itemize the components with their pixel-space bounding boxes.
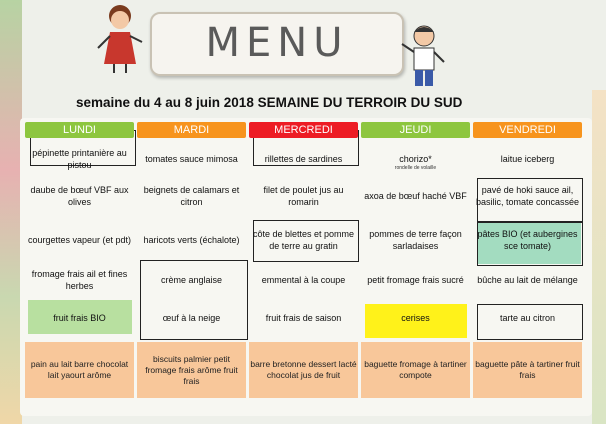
week-label: semaine du 4 au 8 juin 2018 SEMAINE DU TERROIR DU SUD (76, 95, 463, 110)
menu-cell-plat: axoa de bœuf haché VBF (364, 191, 467, 201)
menu-cell-plat: daube de bœuf VBF aux olives (30, 185, 129, 207)
day-header: MARDI (137, 122, 246, 138)
menu-cell-gouter: baguette fromage à tartiner compote (361, 342, 470, 398)
page-title: MENU (205, 20, 349, 66)
menu-cell-dessert: cerises (401, 313, 430, 323)
menu-cell-entree: rillettes de sardines (264, 154, 343, 164)
menu-cell-accomp: pâtes BIO (et aubergines sce tomate) (477, 229, 578, 251)
menu-cell-gouter: barre bretonne dessert lacté chocolat jus de fruit (249, 342, 358, 398)
menu-cell-plat: beignets de calamars et citron (143, 185, 240, 207)
menu-cell-plat: filet de poulet jus au romarin (263, 185, 344, 207)
menu-cell-gouter: baguette pâte à tartiner fruit frais (473, 342, 582, 398)
day-column-lundi (25, 122, 134, 416)
day-header: JEUDI (361, 122, 470, 138)
menu-cell-entree: chorizo* (399, 154, 432, 164)
menu-cell-entree: laitue iceberg (500, 154, 555, 164)
menu-cell-laitage: fromage frais ail et fines herbes (31, 269, 128, 291)
menu-cell-laitage: petit fromage frais sucré (367, 275, 464, 285)
day-column-mercredi (249, 122, 358, 416)
menu-cell-accomp: haricots verts (échalote) (143, 235, 240, 245)
menu-cell-gouter: biscuits palmier petit fromage frais arôme fruit frais (137, 342, 246, 398)
menu-cell-gouter: pain au lait barre chocolat lait yaourt arôme (25, 342, 134, 398)
menu-cell-entree: pépinette printanière au pistou (32, 148, 127, 170)
menu-cell-dessert: œuf à la neige (162, 313, 221, 323)
menu-cell-dessert: fruit frais de saison (265, 313, 342, 323)
menu-cell-dessert: tarte au citron (499, 313, 556, 323)
day-header: LUNDI (25, 122, 134, 138)
day-header: MERCREDI (249, 122, 358, 138)
day-column-mardi (137, 122, 246, 416)
chorizo-note: rondelle de volaille (394, 165, 437, 171)
menu-cell-laitage: bûche au lait de mélange (477, 275, 578, 285)
day-header: VENDREDI (473, 122, 582, 138)
menu-cell-plat: pavé de hoki sauce ail, basilic, tomate concassée (475, 185, 580, 207)
menu-cell-accomp: côte de blettes et pomme de terre au gratin (252, 229, 355, 251)
menu-cell-entree: tomates sauce mimosa (145, 154, 238, 164)
menu-cell-accomp: courgettes vapeur (et pdt) (27, 235, 132, 245)
menu-cell-laitage: crème anglaise (160, 275, 223, 285)
menu-cell-accomp: pommes de terre façon sarladaises (369, 229, 462, 251)
day-column-vendredi (473, 122, 582, 416)
menu-cell-dessert: fruit frais BIO (53, 313, 106, 323)
menu-cell-laitage: emmental à la coupe (261, 275, 346, 285)
